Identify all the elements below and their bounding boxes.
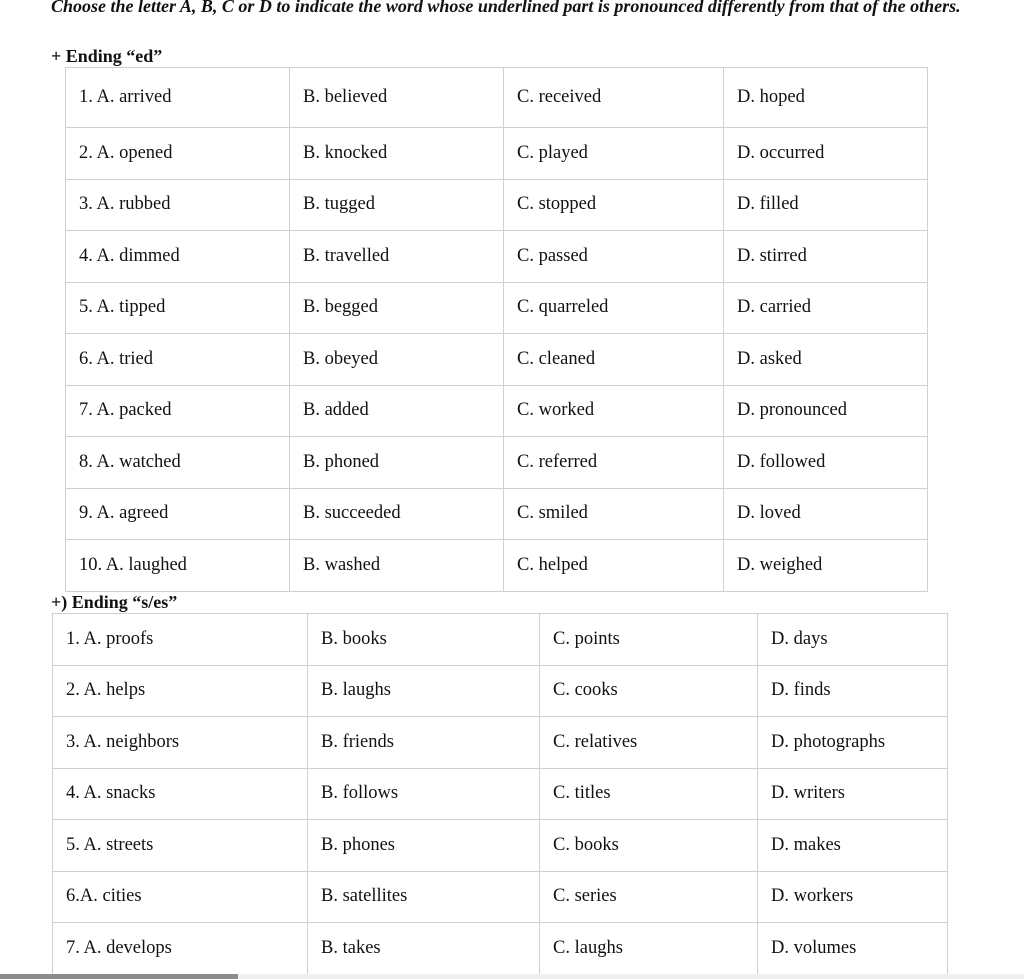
- table-row: [66, 488, 928, 540]
- table-row: [53, 820, 948, 872]
- answer-option: 9. A. agreed: [66, 488, 290, 540]
- horizontal-scrollbar[interactable]: [0, 974, 1024, 979]
- answer-option: C. helped: [504, 540, 724, 592]
- answer-option: C. relatives: [540, 717, 758, 769]
- answer-option: C. cooks: [540, 665, 758, 717]
- answer-option: 3. A. rubbed: [66, 179, 290, 231]
- answer-option: C. cleaned: [504, 334, 724, 386]
- table-row: [66, 282, 928, 334]
- table-row: [66, 68, 928, 128]
- answer-option: 2. A. helps: [53, 665, 308, 717]
- table-row: [53, 923, 948, 975]
- answer-option: B. washed: [290, 540, 504, 592]
- answer-option: B. succeeded: [290, 488, 504, 540]
- answer-option: D. followed: [724, 437, 928, 489]
- answer-option: D. filled: [724, 179, 928, 231]
- instructions-text: Choose the letter A, B, C or D to indicate the word whose underlined part is pronounced differently from that of the others.: [51, 0, 961, 16]
- answer-option: C. received: [504, 68, 724, 128]
- answer-option: C. referred: [504, 437, 724, 489]
- answer-option: D. writers: [758, 768, 948, 820]
- table-row: [66, 128, 928, 180]
- answer-option: B. believed: [290, 68, 504, 128]
- answer-option: D. hoped: [724, 68, 928, 128]
- answer-option: B. books: [308, 614, 540, 666]
- answer-option: B. begged: [290, 282, 504, 334]
- answer-option: 8. A. watched: [66, 437, 290, 489]
- table-row: [66, 385, 928, 437]
- section-heading-ses: +) Ending “s/es”: [51, 592, 178, 612]
- answer-option: B. laughs: [308, 665, 540, 717]
- answer-option: C. points: [540, 614, 758, 666]
- table-row: [66, 437, 928, 489]
- answer-option: D. finds: [758, 665, 948, 717]
- answer-option: 7. A. packed: [66, 385, 290, 437]
- answer-option: 5. A. tipped: [66, 282, 290, 334]
- scrollbar-thumb[interactable]: [0, 974, 238, 979]
- answer-option: 5. A. streets: [53, 820, 308, 872]
- answer-option: C. played: [504, 128, 724, 180]
- table-row: [53, 614, 948, 666]
- table-row: [53, 871, 948, 923]
- answer-option: C. titles: [540, 768, 758, 820]
- answer-option: D. makes: [758, 820, 948, 872]
- answer-option: 3. A. neighbors: [53, 717, 308, 769]
- answer-option: D. carried: [724, 282, 928, 334]
- answer-option: D. photographs: [758, 717, 948, 769]
- answer-option: B. travelled: [290, 231, 504, 283]
- table-row: [53, 665, 948, 717]
- answer-option: D. pronounced: [724, 385, 928, 437]
- section-heading-ed: + Ending “ed”: [51, 46, 163, 66]
- table-row: [66, 231, 928, 283]
- answer-option: C. quarreled: [504, 282, 724, 334]
- answer-option: D. workers: [758, 871, 948, 923]
- answer-option: B. takes: [308, 923, 540, 975]
- answer-option: D. volumes: [758, 923, 948, 975]
- answer-option: 4. A. dimmed: [66, 231, 290, 283]
- answer-option: 10. A. laughed: [66, 540, 290, 592]
- answer-option: 7. A. develops: [53, 923, 308, 975]
- answer-option: C. smiled: [504, 488, 724, 540]
- answer-option: B. tugged: [290, 179, 504, 231]
- answer-option: D. asked: [724, 334, 928, 386]
- answer-option: D. stirred: [724, 231, 928, 283]
- answer-option: 4. A. snacks: [53, 768, 308, 820]
- answer-option: 6.A. cities: [53, 871, 308, 923]
- answer-option: B. friends: [308, 717, 540, 769]
- answer-option: C. laughs: [540, 923, 758, 975]
- answer-option: C. passed: [504, 231, 724, 283]
- answer-option: D. weighed: [724, 540, 928, 592]
- answer-option: D. days: [758, 614, 948, 666]
- answer-option: C. worked: [504, 385, 724, 437]
- answer-option: C. stopped: [504, 179, 724, 231]
- ed-ending-table: [65, 67, 928, 592]
- table-row: [53, 768, 948, 820]
- answer-option: D. occurred: [724, 128, 928, 180]
- answer-option: B. follows: [308, 768, 540, 820]
- answer-option: 1. A. arrived: [66, 68, 290, 128]
- table-row: [53, 717, 948, 769]
- answer-option: B. knocked: [290, 128, 504, 180]
- table-row: [66, 540, 928, 592]
- table-row: [66, 334, 928, 386]
- answer-option: B. obeyed: [290, 334, 504, 386]
- answer-option: D. loved: [724, 488, 928, 540]
- answer-option: B. added: [290, 385, 504, 437]
- ses-ending-table: [52, 613, 948, 975]
- answer-option: 2. A. opened: [66, 128, 290, 180]
- answer-option: C. series: [540, 871, 758, 923]
- answer-option: 6. A. tried: [66, 334, 290, 386]
- answer-option: B. satellites: [308, 871, 540, 923]
- answer-option: B. phoned: [290, 437, 504, 489]
- table-row: [66, 179, 928, 231]
- answer-option: C. books: [540, 820, 758, 872]
- answer-option: B. phones: [308, 820, 540, 872]
- answer-option: 1. A. proofs: [53, 614, 308, 666]
